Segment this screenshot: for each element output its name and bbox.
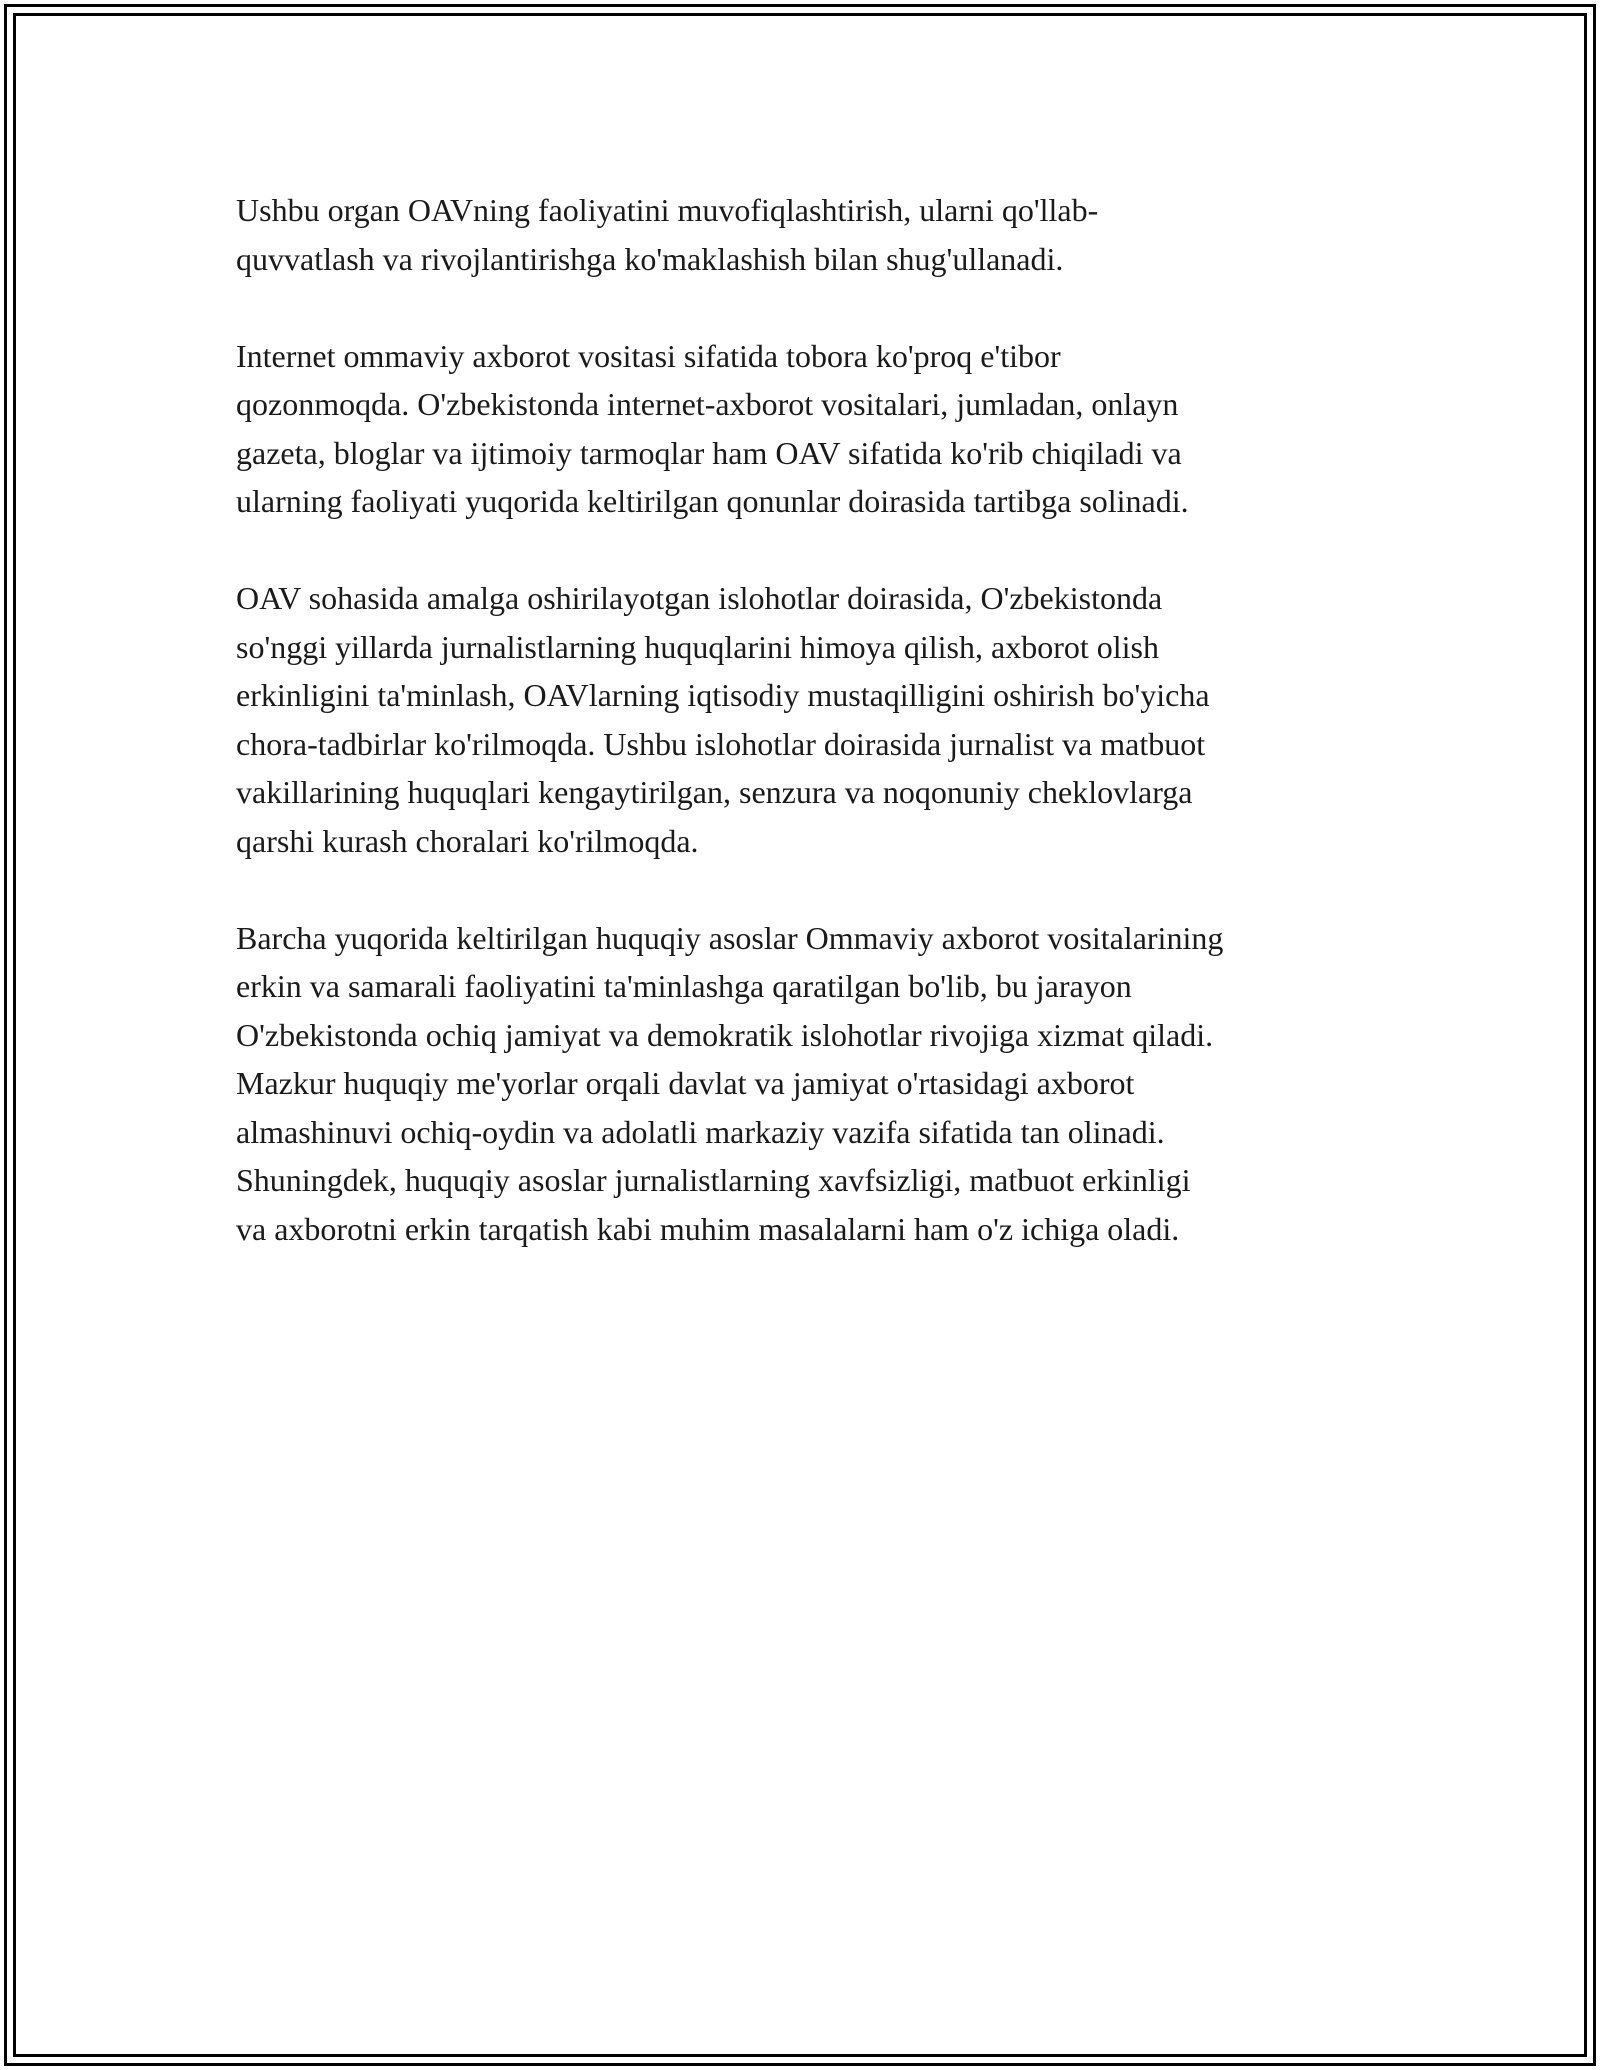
paragraph-4 bbox=[236, 914, 1386, 1254]
text-line: so'nggi yillarda jurnalistlarning huquqlarini himoya qilish, axborot olish bbox=[236, 628, 1159, 665]
text-line: Ushbu organ OAVning faoliyatini muvofiqlashtirish, ularni qo'llab- bbox=[236, 192, 1099, 228]
text-line: vakillarining huquqlari kengaytirilgan, senzura va noqonuniy cheklovlarga bbox=[236, 774, 1193, 810]
text-line: qozonmoqda. O'zbekistonda internet-axborot vositalari, jumladan, onlayn bbox=[236, 386, 1179, 422]
paragraph-3 bbox=[236, 574, 1386, 865]
paragraph-2 bbox=[236, 332, 1386, 526]
text-line: va axborotni erkin tarqatish kabi muhim masalalarni ham o'z ichiga oladi. bbox=[236, 1210, 1180, 1247]
document-body bbox=[236, 186, 1386, 1302]
text-line: Barcha yuqorida keltirilgan huquqiy asoslar Ommaviy axborot vositalarining bbox=[236, 919, 1224, 956]
text-line: Mazkur huquqiy me'yorlar orqali davlat va jamiyat o'rtasidagi axborot bbox=[236, 1065, 1135, 1101]
text-line: chora-tadbirlar ko'rilmoqda. Ushbu islohotlar doirasida jurnalist va matbuot bbox=[236, 725, 1206, 762]
text-line: Shuningdek, huquqiy asoslar jurnalistlarning xavfsizligi, matbuot erkinligi bbox=[236, 1162, 1191, 1198]
text-line: qarshi kurash choralari ko'rilmoqda. bbox=[236, 822, 699, 859]
paragraph-1 bbox=[236, 186, 1386, 283]
text-line: Internet ommaviy axborot vositasi sifatida tobora ko'proq e'tibor bbox=[236, 337, 1061, 374]
text-line: OAV sohasida amalga oshirilayotgan islohotlar doirasida, O'zbekistonda bbox=[236, 580, 1163, 616]
text-line: erkinligini ta'minlash, OAVlarning iqtisodiy mustaqilligini oshirish bo'yicha bbox=[236, 677, 1210, 713]
text-line: gazeta, bloglar va ijtimoiy tarmoqlar ham OAV sifatida ko'rib chiqiladi va bbox=[236, 434, 1182, 471]
text-line: O'zbekistonda ochiq jamiyat va demokratik islohotlar rivojiga xizmat qiladi. bbox=[236, 1016, 1214, 1053]
text-line: quvvatlash va rivojlantirishga ko'maklashish bilan shug'ullanadi. bbox=[236, 240, 1064, 277]
text-line: erkin va samarali faoliyatini ta'minlashga qaratilgan bo'lib, bu jarayon bbox=[236, 968, 1132, 1004]
text-line: ularning faoliyati yuqorida keltirilgan qonunlar doirasida tartibga solinadi. bbox=[236, 483, 1189, 519]
text-line: almashinuvi ochiq-oydin va adolatli markaziy vazifa sifatida tan olinadi. bbox=[236, 1113, 1165, 1150]
